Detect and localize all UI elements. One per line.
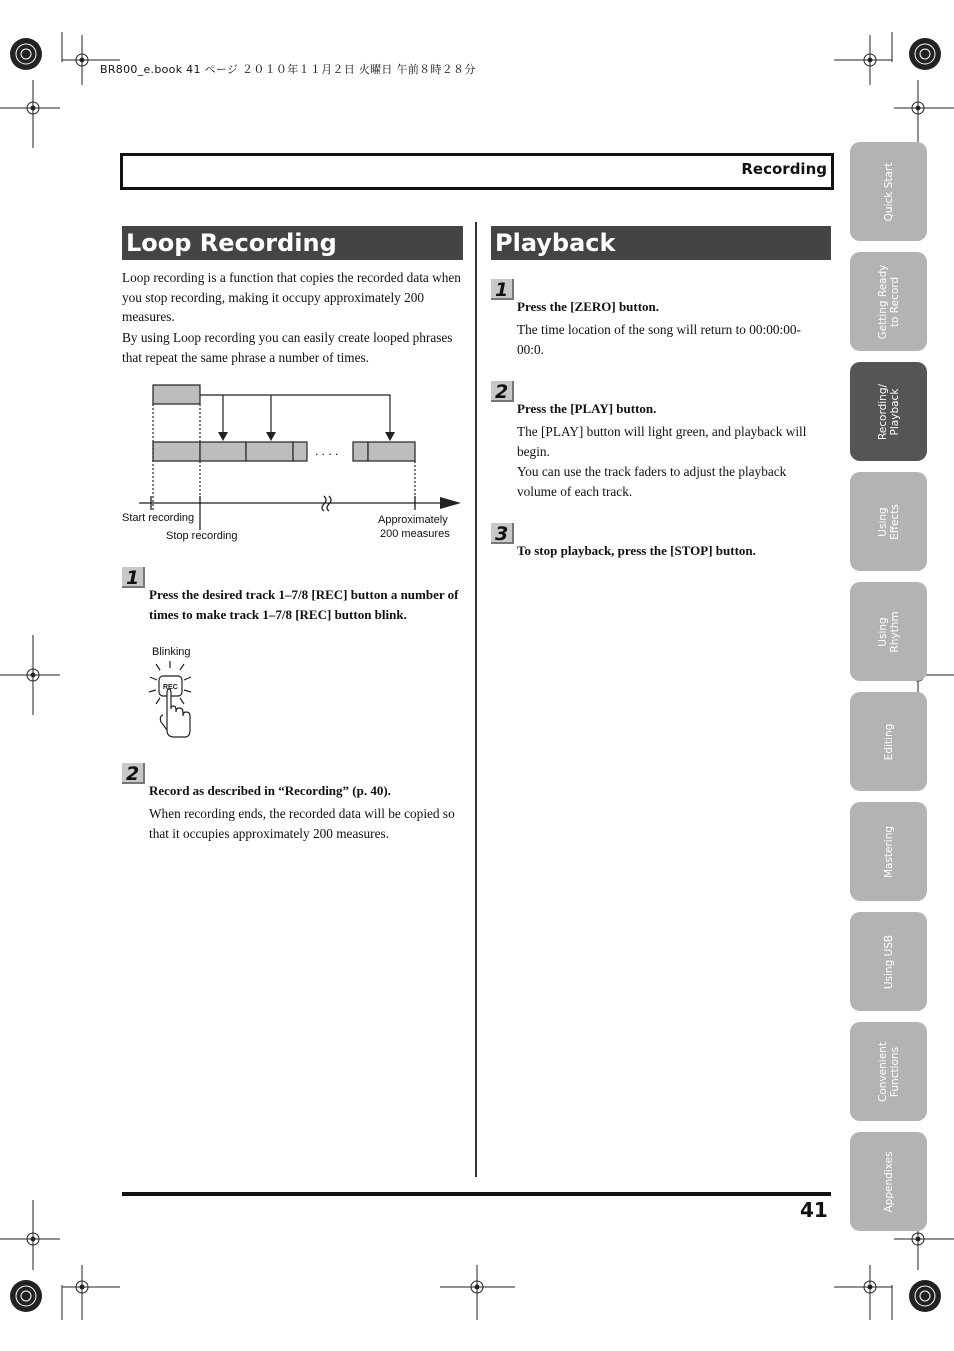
footer-rule	[122, 1192, 831, 1196]
tab-label: Quick Start	[882, 162, 895, 221]
page-number: 41	[800, 1198, 828, 1222]
tab-appendixes[interactable]	[850, 1132, 927, 1231]
copied-block	[153, 442, 200, 461]
approx-label-1: Approximately	[378, 514, 448, 526]
tab-label: Editing	[882, 723, 895, 760]
tab-using-rhythm[interactable]	[850, 582, 927, 681]
copy-arrowhead	[266, 432, 276, 441]
tab-using-effects[interactable]	[850, 472, 927, 571]
copy-arrow-line	[200, 395, 390, 435]
section-header-label: Recording	[741, 160, 827, 178]
loop-step-2-heading: Record as described in “Recording” (p. 40).	[149, 783, 391, 798]
copied-block	[368, 442, 415, 461]
section-header	[120, 153, 834, 190]
tab-label: Recording/ Playback	[876, 383, 901, 440]
ellipsis-dots: . . . .	[315, 444, 339, 458]
loop-step-1-heading: Press the desired track 1–7/8 [REC] button a number of times to make track 1–7/8 [REC] button blink.	[149, 587, 459, 622]
loop-intro-para-1: Loop recording is a function that copies the recorded data when you stop recording, making it occupy approximately 200 measures.	[122, 270, 461, 324]
tab-label: Convenient Functions	[876, 1041, 901, 1102]
playback-step-1-heading: Press the [ZERO] button.	[517, 299, 660, 314]
playback-title: Playback	[491, 226, 831, 260]
approx-label-2: 200 measures	[380, 528, 450, 540]
column-divider	[475, 222, 477, 1177]
tab-label: Using Rhythm	[876, 610, 901, 653]
tab-label: Using Effects	[876, 503, 901, 540]
tab-label: Mastering	[882, 825, 895, 878]
tab-convenient-functions[interactable]	[850, 1022, 927, 1121]
tab-label: Using USB	[882, 934, 895, 989]
playback-step-1-number: 1	[491, 279, 514, 300]
rec-button-illustration	[145, 660, 200, 742]
tab-label: Getting Ready to Record	[876, 263, 901, 340]
book-info-line: BR800_e.book 41 ページ ２０１０年１１月２日 火曜日 午前８時２８分	[100, 63, 476, 76]
loop-step-2-body: When recording ends, the recorded data will be copied so that it occupies approximately 200 measures.	[149, 806, 455, 841]
playback-step-3-heading: To stop playback, press the [STOP] button.	[517, 543, 756, 558]
tab-quick-start[interactable]	[850, 142, 927, 241]
copied-block	[200, 442, 246, 461]
tab-getting-ready[interactable]	[850, 252, 927, 351]
tab-mastering[interactable]	[850, 802, 927, 901]
playback-step-3-number: 3	[491, 523, 514, 544]
rec-button-label: REC	[163, 684, 178, 691]
playback-step-2-heading: Press the [PLAY] button.	[517, 401, 657, 416]
stop-recording-label: Stop recording	[166, 530, 238, 542]
playback-step-1-body: The time location of the song will return to 00:00:00-00:0.	[517, 322, 801, 357]
playback-step-2-body-1: The [PLAY] button will light green, and playback will begin.	[517, 424, 807, 459]
playback-step-2-body-2: You can use the track faders to adjust the playback volume of each track.	[517, 464, 787, 499]
loop-step-2-number: 2	[122, 763, 145, 784]
copied-block	[293, 442, 307, 461]
tab-editing[interactable]	[850, 692, 927, 791]
copied-block	[353, 442, 368, 461]
tab-using-usb[interactable]	[850, 912, 927, 1011]
tab-recording-playback[interactable]	[850, 362, 927, 461]
start-recording-label: Start recording	[122, 512, 195, 524]
copied-block	[246, 442, 293, 461]
blinking-label: Blinking	[152, 646, 191, 658]
copy-arrowhead	[385, 432, 395, 441]
loop-step-1-number: 1	[122, 567, 145, 588]
timeline-arrowhead	[440, 497, 461, 509]
loop-intro-para-2: By using Loop recording you can easily create looped phrases that repeat the same phrase a number of times.	[122, 330, 453, 365]
loop-recording-title: Loop Recording	[122, 226, 463, 260]
copy-arrowhead	[218, 432, 228, 441]
recorded-phrase-block	[153, 385, 200, 404]
playback-step-2-number: 2	[491, 381, 514, 402]
tab-label: Appendixes	[882, 1150, 895, 1213]
